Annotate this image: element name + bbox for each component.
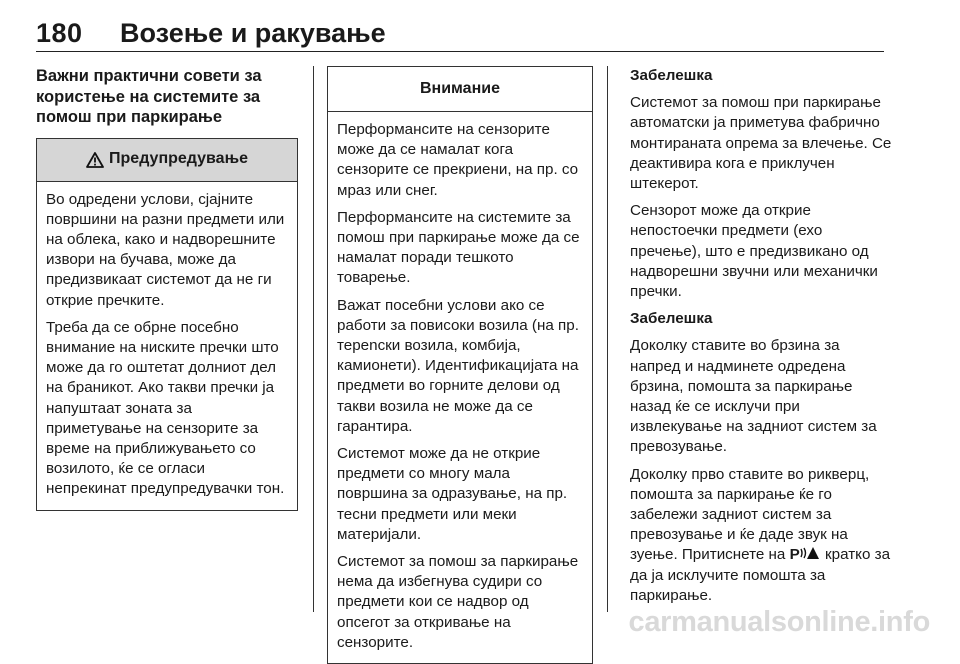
note-title: Забелешка — [630, 67, 713, 84]
note-paragraph — [630, 465, 892, 606]
column-3 — [630, 66, 892, 613]
watermark-url: carmanualsonline.info — [628, 606, 930, 638]
caution-box-body — [328, 112, 592, 663]
note-paragraph: Сензорот може да открие непостоечки предмети (ехо пречење), што е предизвикано од надворешни звучни или механички пречки. — [630, 202, 878, 301]
caution-paragraph: Перформансите на сензорите може да се намалат кога сензорите се прекриени, на пр. со мраз или снег. — [337, 121, 579, 199]
note-text: Доколку прво ставите во рикверц, помошта за паркирање ќе го забележи задниот систем за превозување и ќе даде звук на зуење. Притиснете на — [630, 465, 870, 564]
column-divider — [607, 66, 608, 612]
warning-box — [36, 138, 298, 511]
park-assist-button-icon: P — [790, 546, 821, 563]
caution-paragraph: Важат посебни услови ако се работи за повисоки возила (на пр. терenски возила, комбија, камионети). Идентификацијата на предмети во горните делови од такви возила не може да се гарантира. — [337, 296, 579, 435]
warning-triangle-icon — [86, 152, 104, 168]
note-text: кратко за да ја исклучите помошта за паркирање. — [630, 546, 891, 604]
page-number: 180 — [36, 18, 83, 48]
warning-paragraph: Треба да се обрне посебно внимание на ниските пречки што може да го оштетат долниот дел на браникот. Ако такви пречки ја напуштаат зоната за приметување на сензорите за време на приближувањето со возилото, ќе се огласи непрекинат предупредувачки тон. — [46, 318, 285, 498]
warning-box-heading — [37, 139, 297, 182]
caution-box — [327, 66, 593, 664]
note-paragraph: Доколку ставите во брзина за напред и надминете одредена брзина, помошта за паркирање назад ќе се исклучи при извлекување на задниот систем за превозување. — [630, 337, 877, 456]
note-title: Забелешка — [630, 310, 713, 328]
chapter-title: Возење и ракување — [120, 18, 386, 48]
warning-box-body — [37, 182, 297, 510]
column-divider — [313, 66, 314, 612]
caution-paragraph: Перформансите на системите за помош при паркирање може да се намалат поради тешкото товарење. — [337, 208, 580, 287]
caution-paragraph: Системот за помош за паркирање нема да избегнува судири со предмети кои се надвор од опсегот за откривање на сензорите. — [337, 553, 579, 651]
page-header — [36, 18, 926, 52]
caution-paragraph: Системот може да не открие предмети со многу мала површина за одразување, на пр. тесни предмети или меки материјали. — [337, 445, 568, 543]
warning-heading-text: Предупредување — [109, 150, 248, 168]
warning-paragraph: Во одредени услови, сјајните површини на разни предмети или на облека, како и надворешните извори на бучава, може да предизвикаат системот да не ги открие пречките. — [46, 190, 285, 309]
header-rule — [36, 51, 884, 52]
column-1 — [36, 66, 298, 511]
caution-box-heading: Внимание — [328, 67, 592, 112]
section-title: Важни практични совети за користење на системите за помош при паркирање — [36, 67, 262, 126]
column-2 — [327, 66, 593, 664]
note-paragraph: Системот за помош при паркирање автоматски ја приметува фабрично монтираната опрема за влечење. Се деактивира кога е приклучен штекерот. — [630, 94, 892, 193]
